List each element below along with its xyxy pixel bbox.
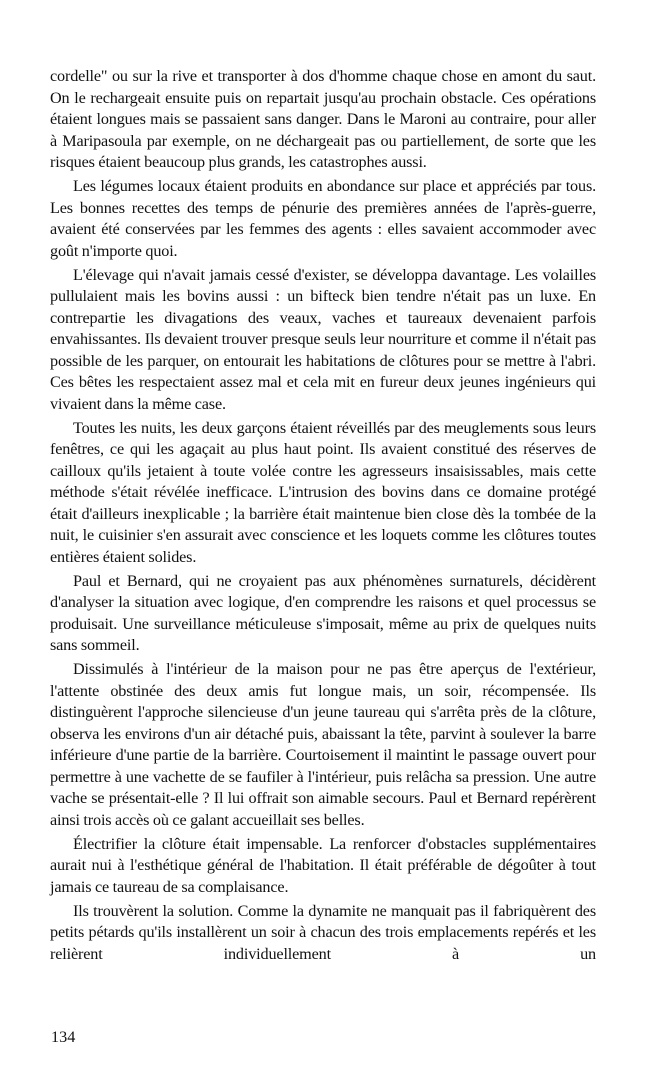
- page-number: 134: [51, 1028, 76, 1046]
- paragraph-1: cordelle" ou sur la rive et transporter à dos d'homme chaque chose en amont du saut. On le rechargeait ensuite puis on repartait jusqu'au prochain obstacle. Ces opérations étaient longues mais se passaient sans danger. Dans le Maroni au contraire, pour aller à Maripasoula par exemple, on ne déchargeait pas ou partiellement, de sorte que les risques étaient beaucoup plus grands, les catastrophes aussi.: [50, 67, 596, 171]
- paragraph-6: Dissimulés à l'intérieur de la maison pour ne pas être aperçus de l'extérieur, l'attente obstinée des deux amis fut longue mais, un soir, récompensée. Ils distinguèrent l'approche silencieuse d'un jeune taureau qui s'arrêta près de la clôture, observa les environs d'un air détaché puis, abaissant la tête, parvint à soulever la barre inférieure d'une partie de la barrière. Courtoisement il maintint le passage ouvert pour permettre à une vachette de se faufiler à l'intérieur, puis relâcha sa pression. Une autre vache se présentait-elle ? Il lui offrait son aimable secours. Paul et Bernard repérèrent ainsi trois accès où ce galant accueillait ses belles.: [50, 660, 596, 829]
- paragraph-2: Les légumes locaux étaient produits en abondance sur place et appréciés par tous. Les bonnes recettes des temps de pénurie des premières années de l'après-guerre, avaient été conservées par les femmes des agents : elles savaient accommoder avec goût n'importe quoi.: [50, 177, 596, 260]
- paragraph-4: Toutes les nuits, les deux garçons étaient réveillés par des meuglements sous leurs fenêtres, ce qui les agaçait au plus haut point. Ils avaient constitué des réserves de cailloux qu'ils jetaient à toute volée contre les agresseurs insaisissables, mais cette méthode s'était révélée inefficace. L'intrusion des bovins dans ce domaine protégé était d'ailleurs inexplicable ; la barrière était maintenue bien close dès la tombée de la nuit, le cuisinier s'en assurait avec conscience et les loquets comme les clôtures toutes entières étaient solides.: [50, 418, 596, 566]
- paragraph-3: L'élevage qui n'avait jamais cessé d'exister, se développa davantage. Les volailles pullulaient mais les bovins aussi : un bifteck bien tendre n'était pas un luxe. En contrepartie les divagations des veaux, vaches et taureaux devenaient parfois envahissantes. Ils devaient trouver presque seuls leur nourriture et comme il n'était pas possible de les parquer, on entourait les habitations de clôtures pour se mettre à l'abri. Ces bêtes les respectaient assez mal et cela mit en fureur deux jeunes ingénieurs qui vivaient dans la même case.: [50, 265, 596, 413]
- paragraph-7: Électrifier la clôture était impensable. La renforcer d'obstacles supplémentaires aurait nui à l'esthétique général de l'habitation. Il était préférable de dégoûter à tout jamais ce taureau de sa complaisance.: [50, 834, 596, 896]
- paragraph-8: Ils trouvèrent la solution. Comme la dynamite ne manquait pas il fabriquèrent des petits pétards qu'ils installèrent un soir à chacun des trois emplacements repérés et les relièrent individuellement à un: [50, 901, 596, 963]
- paragraph-5: Paul et Bernard, qui ne croyaient pas aux phénomènes surnaturels, décidèrent d'analyser la situation avec logique, d'en comprendre les raisons et quel processus se produisait. Une surveillance méticuleuse s'imposait, même au prix de quelques nuits sans sommeil.: [50, 571, 596, 654]
- page-body-text: [50, 66, 596, 968]
